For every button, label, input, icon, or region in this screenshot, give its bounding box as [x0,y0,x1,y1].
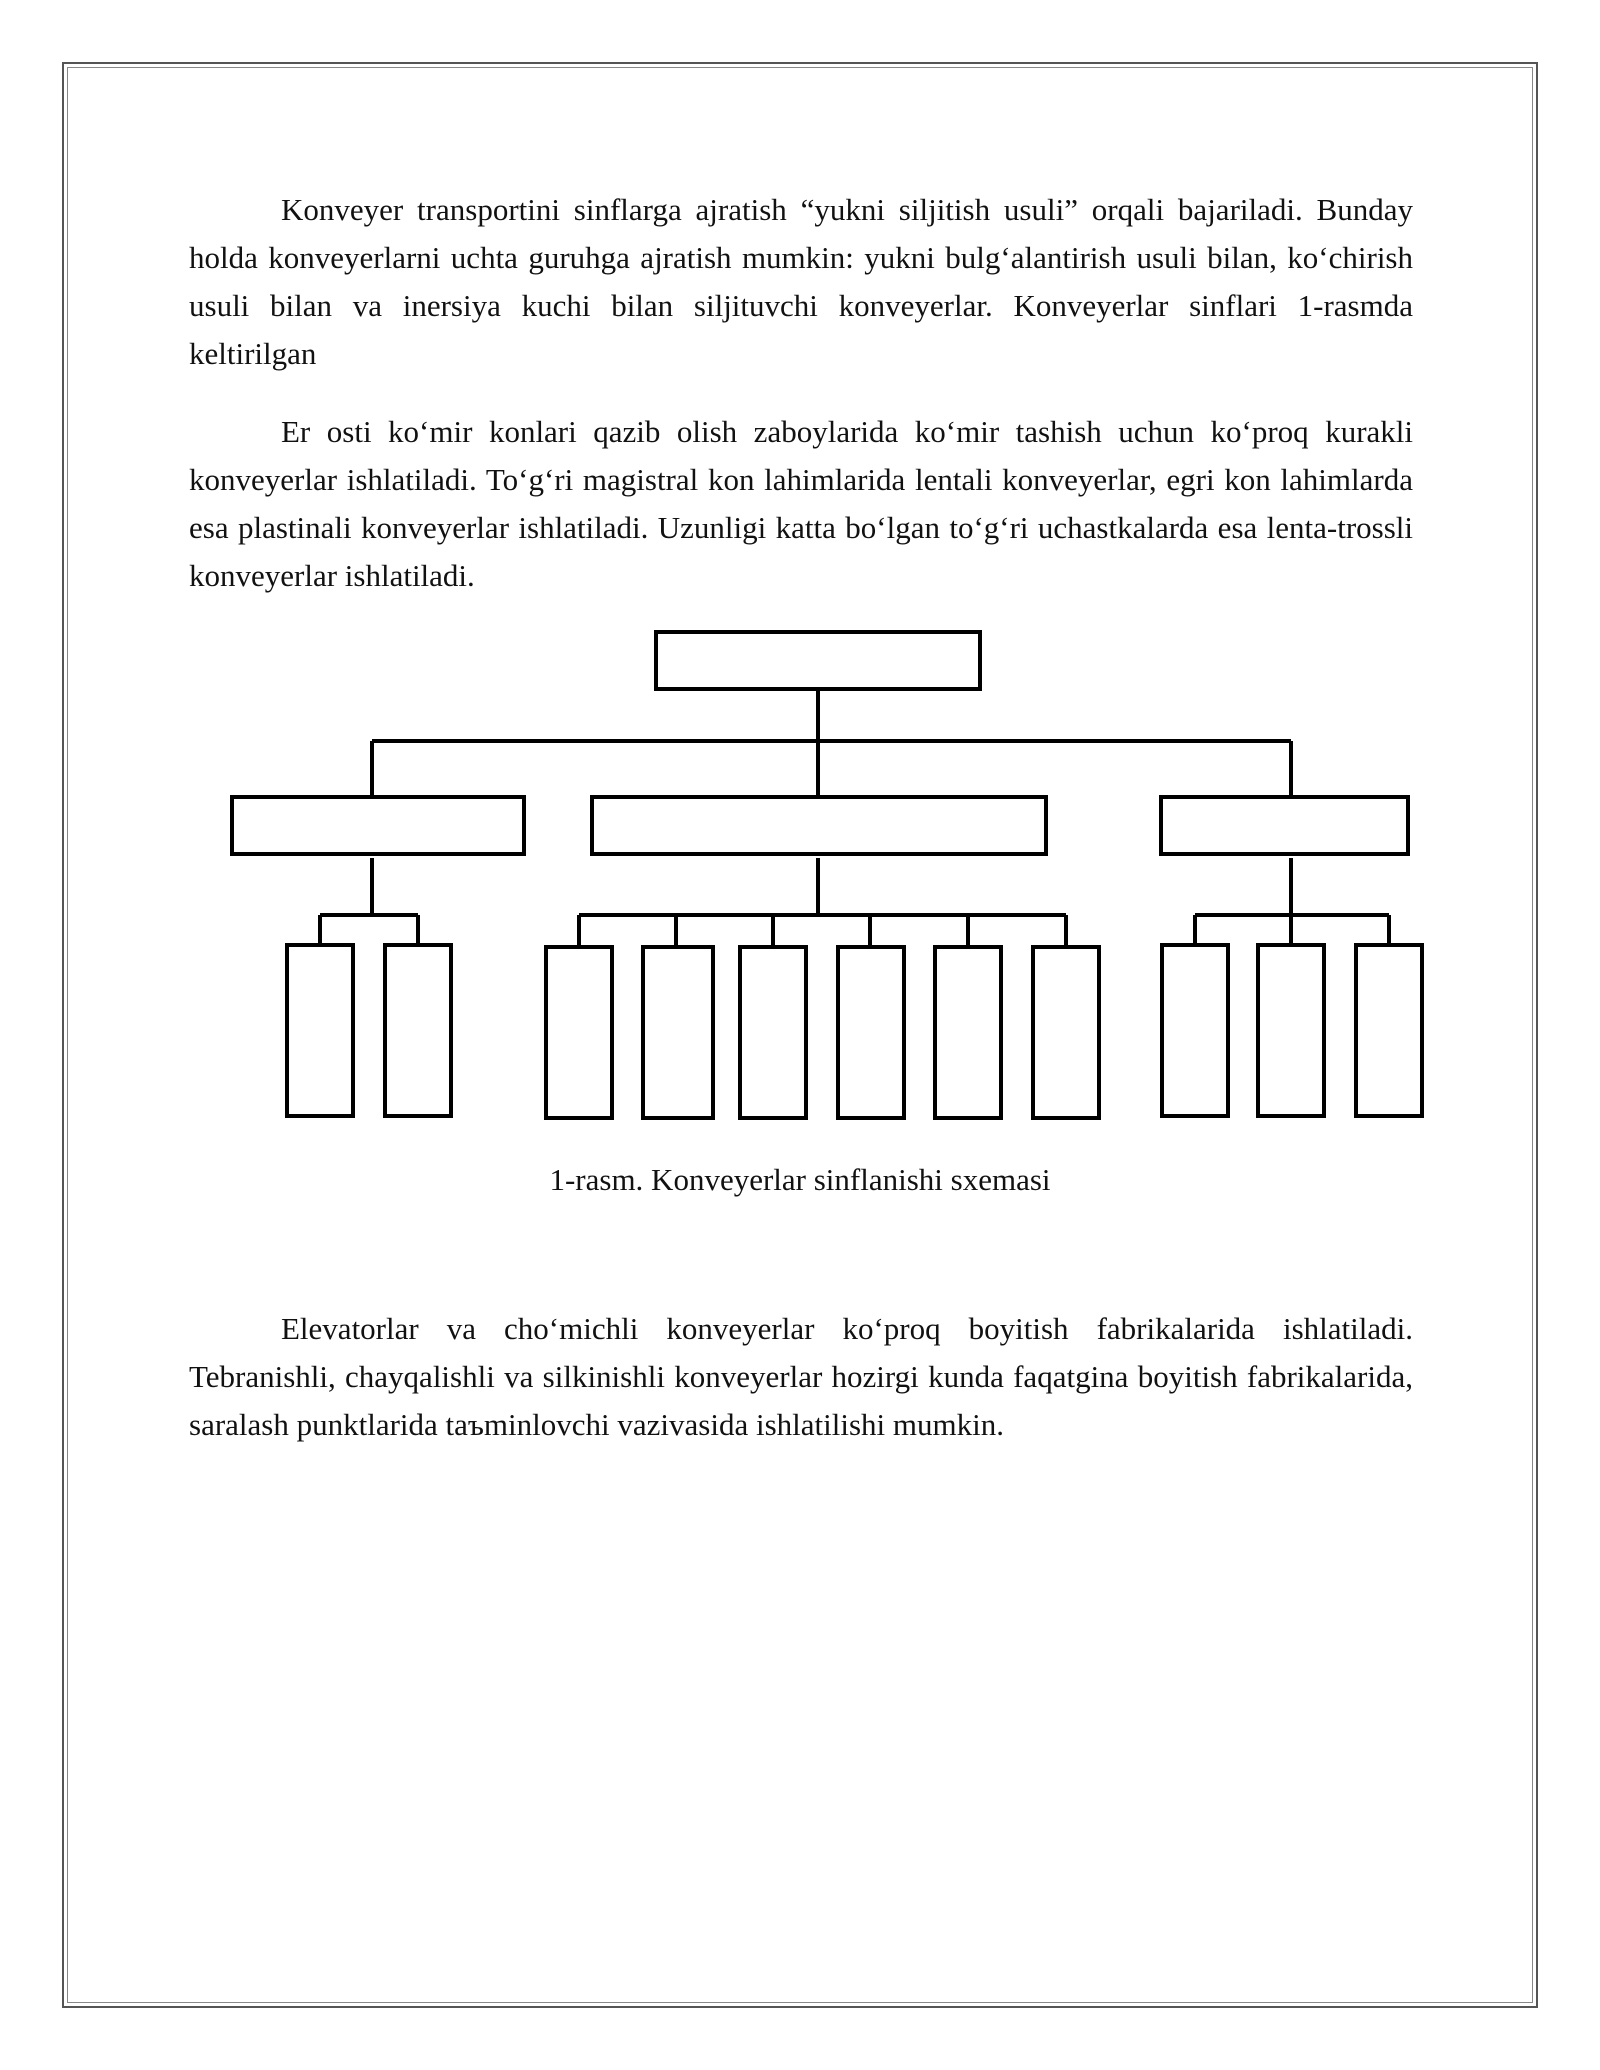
paragraph-text: Er osti ko‘mir konlari qazib olish zaboylarida ko‘mir tashish uchun ko‘proq kurakli konveyerlar ishlatiladi. To‘g‘ri magistral kon lahimlarida lentali konveyerlar, egri kon lahimlarda esa plastinali konveyerlar ishlatiladi. Uzunligi katta bo‘lgan to‘g‘ri uchastkalarda esa lenta-trossli konveyerlar ishlatiladi. [189,414,1413,593]
paragraph-text: Elevatorlar va cho‘michli konveyerlar ko‘proq boyitish fabrikalarida ishlatiladi. Tebranishli, chayqalishli va silkinishli konveyerlar hozirgi kunda faqatgina boyitish fabrikalarida, saralash punktlarida taъminlovchi vazivasida ishlatilishi mumkin. [189,1311,1413,1442]
paragraph-text: Konveyer transportini sinflarga ajratish “yukni siljitish usuli” orqali bajariladi. Bunday holda konveyerlarni uchta guruhga ajratish mumkin: yukni bulg‘alantirish usuli bilan, ko‘chirish usuli bilan va inersiya kuchi bilan siljituvchi konveyerlar. Konveyerlar sinflari 1-rasmda keltirilgan [189,192,1413,371]
paragraph-3 [189,1305,1413,1449]
paragraph-1 [189,186,1413,378]
paragraph-2 [189,408,1413,600]
figure-caption: 1-rasm. Konveyerlar sinflanishi sxemasi [549,1162,1051,1197]
